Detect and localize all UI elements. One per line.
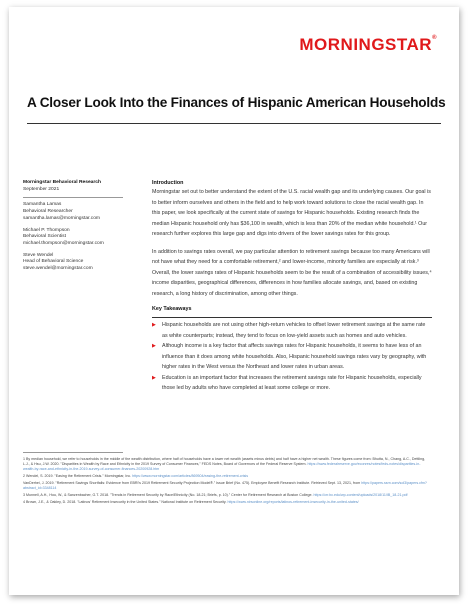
author-email[interactable]: michael.thompson@morningstar.com	[23, 240, 104, 246]
intro-paragraph-2: In addition to savings rates overall, we pay particular attention to retirement savings because too many Americans will not have what they need for a comfortable retirement,² and lower-income, minority families are especially at risk.³ Overall, the lower savings rates of Hispanic households seem to be the result of a combination of accessibility issues,⁴ income disparities, geographical differences, differences in how families allocate savings, and, based on existing research, a long history of discrimination, among other things.	[152, 248, 432, 297]
list-item: ▶ Education is an important factor that increases the retirement savings rate for Hispanic households, especially those led by adults who have completed at least some college or more.	[152, 374, 422, 391]
footnote-rule	[23, 452, 123, 453]
footnotes	[23, 457, 428, 507]
sidebar-divider	[23, 197, 123, 198]
author-sidebar	[23, 180, 133, 278]
triangle-bullet-icon: ▶	[152, 343, 156, 349]
footnote: 4 Brown, J.E., & Oakley, D. 2018. "Latinos' Retirement Insecurity in the United States." National Institute on Retirement Security. https://www.nirsonline.org/reports/latinos-retirement-insecurity-in-the-united-states/	[23, 500, 359, 504]
author-3	[23, 253, 133, 273]
footnote: 1 By median household, we refer to households in the middle of the wealth distribution, where half of households have a lower net wealth (assets minus debts) and half have a higher net wealth. These figures come from: Bhutta, N., Chang, A.C., Dettling, L.J., & Hsu, J.W. 2020. "Disparities in Wealth by Race and Ethnicity in the 2019 Survey of Consumer Finances," FEDS Notes, Board of Governors of the Federal Reserve System. https://www.federalreserve.gov/econres/notes/feds-notes/disparities-in-wealth-by-race-and-ethnicity-in-the-2019-survey-of-consumer-finances-20200928.htm	[23, 457, 426, 471]
takeaways-heading: Key Takeaways	[152, 306, 192, 312]
intro-heading: Introduction	[152, 180, 184, 186]
triangle-bullet-icon: ▶	[152, 322, 156, 328]
footnote: 3 Munnell, A.H., Hou, W., & Sanzenbacher, G.T. 2018. "Trends in Retirement Security by Race/Ethnicity (No. 18-21; Briefs, p. 10)." Center for Retirement Research at Boston College. https://crr.bc.edu/wp-content/uploads/2018/11/IB_18-21.pdf	[23, 493, 408, 497]
author-email[interactable]: steve.wendel@morningstar.com	[23, 266, 93, 272]
list-item: ▶ Hispanic households are not using other high-return vehicles to offset lower retirement savings at the same rate as white counterparts; instead, they tend to focus on low-yield assets such as homes and auto vehicles.	[152, 322, 426, 339]
footnote: VanDerhei, J. 2019. "Retirement Savings Shortfalls: Evidence from EBRI's 2019 Retirement Security Projection Model®." Issue Brief (No. 475). Employee Benefit Research Institute. Retrieved Sept. 13, 2021, from https://papers.ssrn.com/sol3/papers.cfm?abstract_id=3348114	[23, 481, 427, 490]
triangle-bullet-icon: ▶	[152, 374, 156, 381]
author-name: Samantha Lamas	[23, 202, 62, 208]
author-role: Behavioral Scientist	[23, 234, 66, 240]
title-rule	[27, 123, 441, 124]
intro-paragraph-1: Morningstar set out to better understand the extent of the U.S. racial wealth gap and its underlying causes. Our goal is to better inform ourselves and others in the field and to help work toward solutions to close the racial wealth gap. In this paper, we look specifically at the current state of savings for Hispanic households. Existing research finds the median Hispanic household only has $36,100 in wealth, which is less than 20% of the median white household.¹ Our research further explores this large gap and digs into drivers of the lower savings rates for this group.	[152, 189, 431, 237]
list-item: ▶ Although income is a key factor that affects savings rates for Hispanic households, it seems to have less of an influence than it does among white households. Also, Hispanic household savings rates vary by geography, with higher rates in the West versus the Northeast and lower rates in urban areas.	[152, 343, 427, 370]
author-role: Behavioral Researcher	[23, 209, 73, 215]
footnote-link[interactable]: https://www.nirsonline.org/reports/latinos-retirement-insecurity-in-the-united-states/	[227, 500, 359, 504]
publish-date: September 2021	[23, 186, 60, 192]
author-2	[23, 228, 133, 248]
author-name: Michael P. Thompson	[23, 227, 70, 233]
author-name: Steve Wendel	[23, 252, 54, 258]
org-name: Morningstar Behavioral Research	[23, 180, 102, 185]
footnote-link[interactable]: https://crr.bc.edu/wp-content/uploads/2018/11/IB_18-21.pdf	[313, 493, 408, 497]
footnote-link[interactable]: https://www.morningstar.com/articles/869504/easing-the-retirement-crisis	[132, 474, 248, 478]
footnote-link[interactable]: https://www.federalreserve.gov/econres/notes/feds-notes/disparities-in-wealth-by-race-and-ethnicity-in-the-2019-survey-of-consumer-finances-20200928.htm	[23, 462, 421, 471]
footnote: 2 Wendel, S. 2019. "Easing the Retirement Crisis." Morningstar, Inc. https://www.morningstar.com/articles/869504/easing-the-retirement-crisis	[23, 474, 248, 478]
page-title: A Closer Look Into the Finances of Hispanic American Households	[27, 95, 446, 110]
morningstar-logo: MORNINGSTAR®	[299, 35, 437, 54]
author-role: Head of Behavioral Science	[23, 259, 84, 265]
main-content	[152, 180, 432, 394]
takeaways-rule	[152, 317, 432, 318]
author-email[interactable]: samantha.lamas@morningstar.com	[23, 215, 100, 221]
author-1	[23, 202, 133, 222]
takeaways-list	[152, 320, 432, 394]
footnote-link[interactable]: https://papers.ssrn.com/sol3/papers.cfm?abstract_id=3348114	[23, 481, 427, 490]
